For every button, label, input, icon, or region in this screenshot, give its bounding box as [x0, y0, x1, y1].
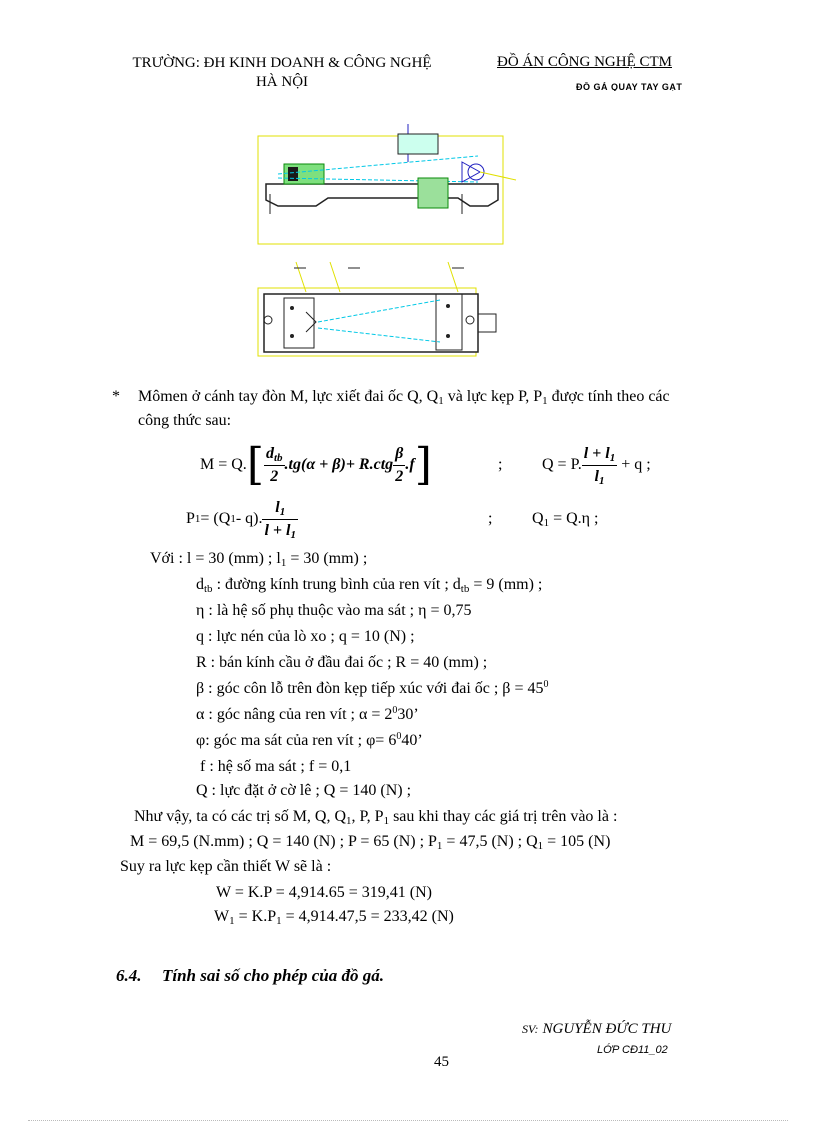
top-view [258, 288, 496, 356]
separator-1: ; [498, 456, 503, 473]
school-name [112, 54, 452, 92]
intro-line-2: công thức sau: [138, 412, 232, 429]
page-number: 45 [434, 1054, 449, 1070]
formula-q1: $Q_1 = Q.\eta$ ; [532, 510, 599, 529]
school-line-1: TRƯỜNG: ĐH KINH DOANH & CÔNG NGHỆ [132, 55, 432, 71]
param-f: f : hệ số ma sát ; f = 0,1 [200, 758, 352, 775]
section-heading [116, 966, 384, 986]
sv-label: SV: [522, 1022, 539, 1036]
result-w: W = K.P = 4,914.65 = 319,41 (N) [216, 884, 432, 901]
param-q: q : lực nén của lò xo ; q = 10 (N) ; [196, 628, 415, 645]
results-values: M = 69,5 (N.mm) ; Q = 140 (N) ; P = 65 (N) ; $P_1 = 47,5$ (N) ; $Q_1 = 105$ (N) [130, 833, 611, 852]
school-line-2: HÀ NỘI [255, 74, 309, 90]
intro-paragraph: * Mômen ở cánh tay đòn M, lực xiết đai ốc Q, $Q_1$ và lực kẹp P, $P_1$ được tính theo các [112, 388, 670, 407]
separator-2: ; [488, 510, 493, 527]
param-dtb: $d_{tb}$ : đường kính trung bình của ren vít ; $d_{tb} = 9$ (mm) ; [196, 576, 543, 595]
fraction-l: $\frac{l + l_1}{l_1}$ [583, 444, 616, 487]
results-so: Suy ra lực kẹp cần thiết W sẽ là : [120, 858, 332, 875]
results-intro: Như vậy, ta có các trị số M, Q, $Q_1$, P, $P_1$ sau khi thay các giá trị trên vào là : [134, 808, 618, 827]
section-number: 6.4. [116, 966, 142, 985]
formula-moment: M = Q. [ $\frac{d_{tb}}{2}$ .tg(α + β)+ R.ctg $\frac{\beta}{2}$ .f ] [200, 439, 432, 490]
fraction-l1: $\frac{l_1}{l + l_1}$ [264, 498, 296, 541]
fixture-drawing [248, 122, 530, 358]
student-name: NGUYỄN ĐỨC THU [542, 1021, 672, 1037]
param-alpha: α : góc nâng của ren vít ; $\alpha = 2^030$’ [196, 705, 419, 723]
bullet-mark: * [112, 388, 120, 405]
section-title: Tính sai số cho phép của đồ gá. [162, 966, 384, 985]
footer-rule [28, 1120, 788, 1121]
param-Q: Q : lực đặt ở cờ lê ; Q = 140 (N) ; [196, 782, 412, 799]
param-beta: β : góc côn lỗ trên đòn kẹp tiếp xúc với đai ốc ; $\beta = 45^0$ [196, 679, 549, 697]
param-l: Với : l = 30 (mm) ; $l_1 = 30$ (mm) ; [150, 550, 368, 569]
student-signature [522, 1020, 671, 1038]
student-class: LỚP CĐ11_02 [597, 1044, 668, 1056]
fraction-beta: $\frac{\beta}{2}$ [395, 444, 404, 485]
param-eta: η : là hệ số phụ thuộc vào ma sát ; η = 0,75 [196, 602, 472, 619]
fraction-dtb: $\frac{d_{tb}}{2}$ [265, 444, 283, 485]
param-r: R : bán kính cầu ở đầu đai ốc ; R = 40 (mm) ; [196, 654, 488, 671]
formula-q: Q = P. $\frac{l + l_1}{l_1}$ + q ; [542, 444, 651, 487]
project-subtitle: ĐỒ GÁ QUAY TAY GẠT [576, 82, 683, 91]
result-w1: $W_1 = K.P_1 = 4,914.47,5 = 233,42$ (N) [214, 908, 454, 927]
project-title: ĐỒ ÁN CÔNG NGHỆ CTM [497, 54, 672, 70]
front-view [258, 124, 516, 244]
param-phi: φ: góc ma sát của ren vít ; $\varphi= 6^040$’ [196, 731, 423, 749]
formula-p1: P 1 = (Q 1 - q). $\frac{l_1}{l + l_1}$ [186, 498, 296, 541]
